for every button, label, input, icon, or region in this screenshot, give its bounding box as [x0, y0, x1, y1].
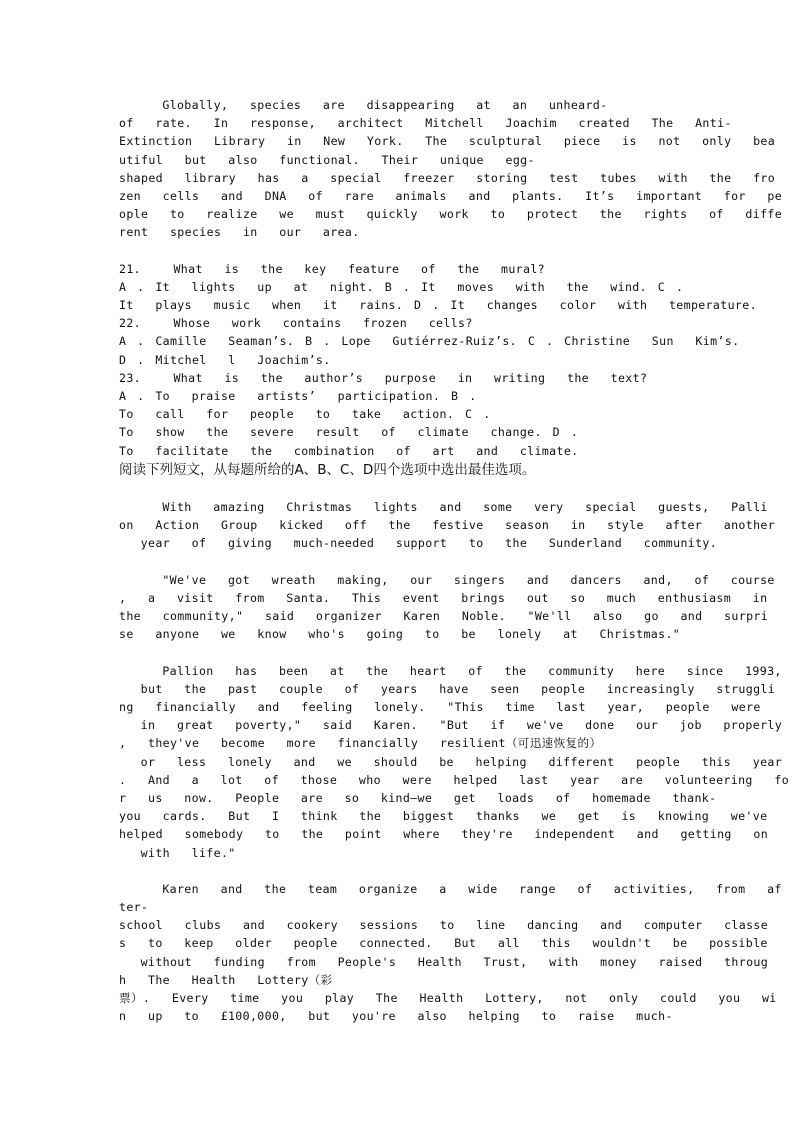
passage-b-paragraph-2 [119, 571, 775, 644]
question-22-options: D . Mitchel l Joachim’s. [119, 352, 331, 367]
passage-b-paragraph-1 [119, 498, 776, 553]
text-line: 票）. Every time you play The Health Lottery, not only could you wi [119, 991, 777, 1005]
passage-b-paragraph-4 [119, 880, 782, 1026]
text-line: Pallion has been at the heart of the community here since 1993, [119, 663, 782, 678]
text-line: rent species in our area. [119, 225, 360, 240]
document-body [119, 96, 790, 1025]
question-23-options: To facilitate the combination of art and climate. [119, 443, 579, 458]
text-line: , they've become more financially resilient（可迅速恢复的） [119, 736, 602, 751]
text-line: you cards. But I think the biggest thanks we get is knowing we've [119, 809, 768, 824]
text-line: of rate. In response, architect Mitchell Joachim created The Anti- [119, 116, 732, 131]
text-line: helped somebody to the point where they're independent and getting on [119, 827, 769, 842]
text-line: Globally, species are disappearing at an unheard- [119, 98, 608, 112]
passage-b-paragraph-3 [119, 662, 790, 862]
text-line: With amazing Christmas lights and some very special guests, Palli [119, 499, 768, 514]
question-23-options: To call for people to take action. C . [119, 407, 491, 422]
text-line: shaped library has a special freezer storing test tubes with the fro [119, 170, 776, 185]
text-line: utiful but also functional. Their unique egg- [119, 152, 535, 167]
text-line: ng financially and feeling lonely. "This time last year, people were [119, 700, 761, 714]
text-line: r us now. People are so kind—we get loads of homemade thank- [119, 790, 717, 805]
question-block [119, 260, 757, 460]
question-21-options: A . It lights up at night. B . It moves with the wind. C . [119, 279, 684, 294]
question-23: 23. What is the author’s purpose in writing the text? [119, 370, 648, 385]
text-line: "We've got wreath making, our singers and dancers and, of course [119, 572, 775, 587]
text-line: but the past couple of years have seen people increasingly struggli [119, 681, 776, 696]
text-line: n up to £100,000, but you're also helping to raise much- [119, 1009, 673, 1024]
text-line: se anyone we know who's going to be lonely at Christmas." [119, 627, 681, 642]
question-23-options: To show the severe result of climate change. D . [119, 425, 579, 440]
question-22-options: A . Camille Seaman’s. B . Lope Gutiérrez-Ruiz’s. C . Christine Sun Kim’s. [119, 334, 740, 349]
text-line: ter- [119, 900, 149, 915]
text-line: zen cells and DNA of rare animals and plants. It’s important for pe [119, 188, 783, 203]
question-21: 21. What is the key feature of the mural? [119, 261, 546, 276]
text-line: . And a lot of those who were helped last year are volunteering fo [119, 772, 790, 787]
text-line: h The Health Lottery（彩 [119, 972, 333, 987]
text-line: on Action Group kicked off the festive season in style after another [119, 518, 776, 533]
text-line: school clubs and cookery sessions to line dancing and computer classe [119, 918, 769, 933]
text-line: ople to realize we must quickly work to protect the rights of diffe [119, 207, 783, 222]
passage-a [119, 96, 783, 242]
text-line: the community," said organizer Karen Noble. "We'll also go and surpri [119, 609, 769, 624]
text-line: year of giving much-needed support to the Sunderland community. [119, 536, 718, 551]
question-22: 22. Whose work contains frozen cells? [119, 316, 473, 331]
text-line: in great poverty," said Karen. "But if we've done our job properly [119, 718, 783, 733]
text-line: s to keep older people connected. But all this wouldn't be possible [119, 936, 768, 951]
paragraph-gap [119, 480, 675, 498]
text-line: , a visit from Santa. This event brings out so much enthusiasm in [119, 590, 768, 605]
text-line: Karen and the team organize a wide range of activities, from af [119, 881, 782, 896]
text-line: Extinction Library in New York. The sculptural piece is not only bea [119, 134, 776, 149]
paragraph-gap [119, 862, 675, 880]
question-21-options: It plays music when it rains. D . It changes color with temperature. [119, 298, 757, 313]
paragraph-gap [119, 242, 675, 260]
question-23-options: A . To praise artists’ participation. B . [119, 389, 477, 403]
paragraph-gap [119, 643, 675, 661]
section-instruction: 阅读下列短文，从每题所给的A、B、C、D四个选项中选出最佳选项。 [119, 461, 536, 478]
paragraph-gap [119, 553, 675, 571]
text-line: with life." [119, 845, 236, 860]
text-line: or less lonely and we should be helping different people this year [119, 754, 783, 769]
text-line: without funding from People's Health Trust, with money raised throug [119, 954, 769, 969]
